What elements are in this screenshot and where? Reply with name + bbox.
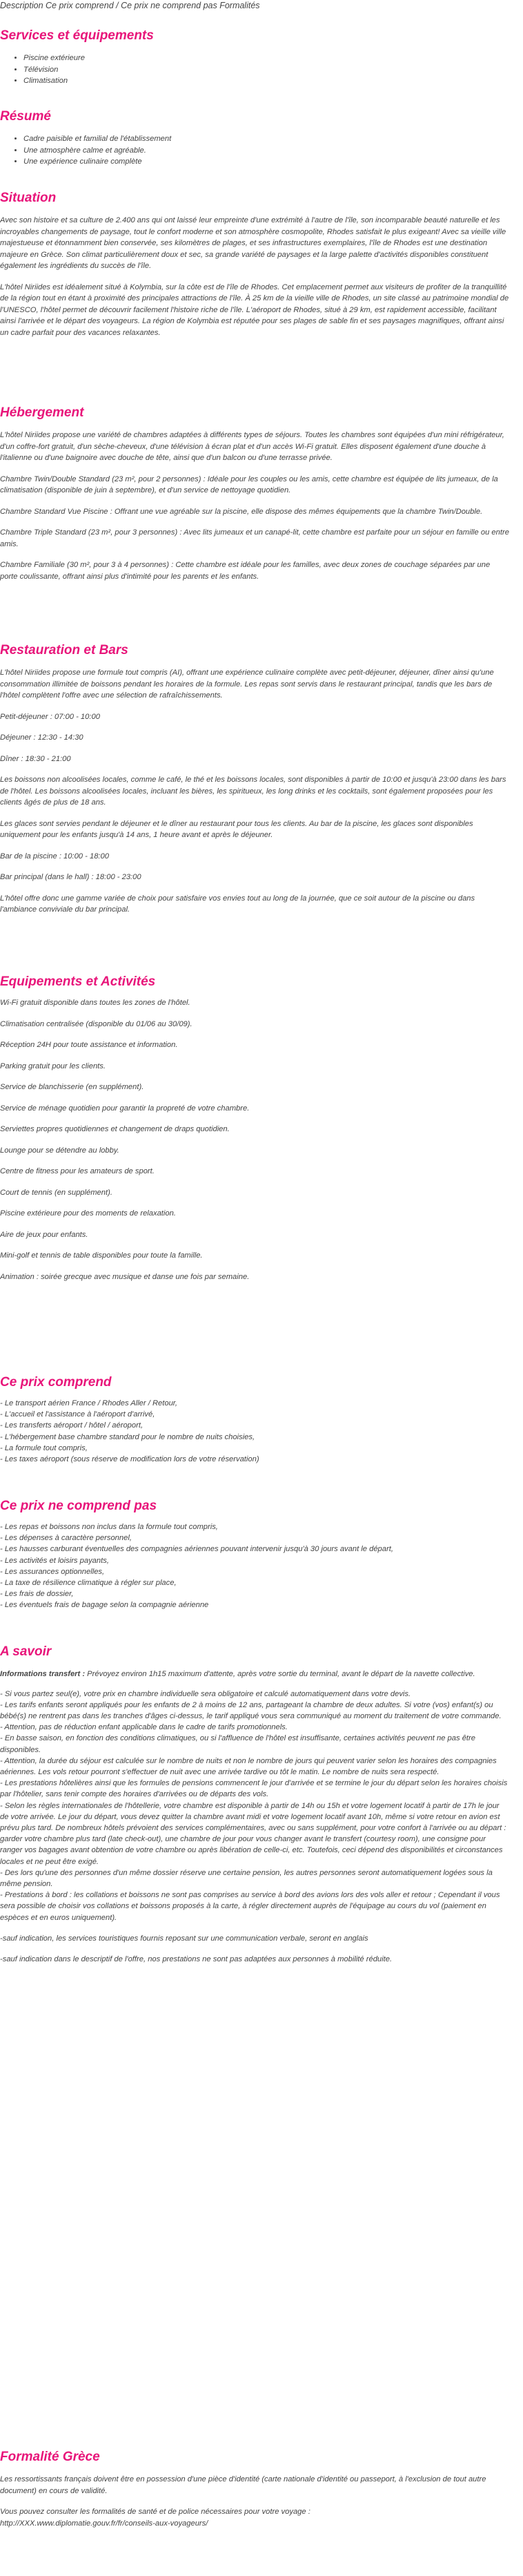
list-item: - L'hébergement base chambre standard pour le nombre de nuits choisies, (0, 1432, 255, 1441)
list-item: - Les dépenses à caractère personnel, (0, 1534, 132, 1543)
list-item: • Climatisation (23, 75, 509, 87)
comprend-list (0, 1398, 509, 1465)
ne-comprend-list (0, 1521, 509, 1611)
transfer-label: Informations transfert : (0, 1670, 86, 1678)
equipements-title: Equipements et Activités (0, 974, 156, 989)
list-item: Lounge pour se détendre au lobby. (0, 1146, 119, 1155)
hebergement-paragraph: Chambre Familiale (30 m², pour 3 à 4 personnes) : Cette chambre est idéale pour les familles, avec deux zones de couchage séparées par une porte coulissante, offrant ainsi plus d'intimité pour les parents et les enfants. (0, 561, 491, 581)
list-item: - Si vous partez seul(e), votre prix en chambre individuelle sera obligatoire et calculé automatiquement dans votre devis. (0, 1689, 411, 1698)
list-item: Serviettes propres quotidiennes et changement de draps quotidien. (0, 1125, 230, 1133)
ne-comprend-title: Ce prix ne comprend pas (0, 1499, 157, 1513)
restauration-title: Restauration et Bars (0, 643, 128, 657)
a-savoir-title: A savoir (0, 1644, 52, 1659)
formalite-link-line (0, 2518, 509, 2530)
list-item: Mini-golf et tennis de table disponibles pour toute la famille. (0, 1251, 203, 1260)
meal-hours: Déjeuner : 12:30 - 14:30 (0, 733, 83, 742)
list-item: Court de tennis (en supplément). (0, 1188, 112, 1197)
services-list (0, 52, 509, 87)
hebergement-section (0, 405, 509, 582)
list-item: Climatisation centralisée (disponible du 01/06 au 30/09). (0, 1019, 193, 1028)
bar-hours: Bar de la piscine : 10:00 - 18:00 (0, 852, 109, 861)
list-item: - La formule tout compris, (0, 1443, 88, 1452)
list-item: - Les prestations hôtelières ainsi que les formules de pensions commencent le jour d'arrivée et se termine le jour du départ selon les horaires choisis par l'hôtelier, sans tenir compte des horaires d'arrivées ou de départs des vols. (0, 1779, 508, 1799)
services-title: Services et équipements (0, 28, 154, 43)
list-item: Aire de jeux pour enfants. (0, 1230, 88, 1239)
hebergement-title: Hébergement (0, 405, 84, 420)
a-savoir-section (0, 1644, 509, 1965)
list-item: • Une expérience culinaire complète (23, 156, 509, 168)
list-item: Wi-Fi gratuit disponible dans toutes les zones de l'hôtel. (0, 999, 190, 1007)
resume-title: Résumé (0, 109, 51, 124)
situation-section (0, 190, 509, 338)
list-item: - En basse saison, en fonction des conditions climatiques, ou si l'affluence de l'hôtel est insuffisante, certaines activités peuvent ne pas être disponibles. (0, 1734, 475, 1754)
hebergement-paragraph: Chambre Twin/Double Standard (23 m², pour 2 personnes) : Idéale pour les couples ou les amis, cette chambre est équipée de lits jumeaux, de la climatisation (disponible de juin à septembre), et d'un service de nettoyage quotidien. (0, 474, 498, 494)
resume-list (0, 133, 509, 168)
restauration-paragraph: L'hôtel offre donc une gamme variée de choix pour satisfaire vos envies tout au long de la journée, que ce soit autour de la piscine ou dans l'ambiance conviviale du bar principal. (0, 894, 475, 914)
equipements-list (0, 997, 509, 1282)
list-item: Réception 24H pour toute assistance et information. (0, 1041, 178, 1049)
list-item: - Les frais de dossier, (0, 1590, 74, 1599)
list-item: - Les tarifs enfants seront appliqués pour les enfants de 2 à moins de 12 ans, partageant la chambre de deux adultes. Si votre (vos) enfant(s) ou bébé(s) ne rentrent pas dans les tranches d'âges ci-dessus, le tarif appliqué vous sera communiqué au moment du traitement de votre commande. (0, 1700, 502, 1720)
resume-section (0, 108, 509, 168)
transfer-text: Prévoyez environ 1h15 maximum d'attente, après votre sortie du terminal, avant le départ de la navette collective. (85, 1670, 475, 1678)
list-item: - Les taxes aéroport (sous réserve de modification lors de votre réservation) (0, 1455, 259, 1464)
diplomatie-link[interactable]: http://XXX.www.diplomatie.gouv.fr/fr/conseils-aux-voyageurs/ (0, 2519, 208, 2528)
list-item: - Les assurances optionnelles, (0, 1567, 105, 1576)
hebergement-paragraph: L'hôtel Niriides propose une variété de chambres adaptées à différents types de séjours. Toutes les chambres sont équipées d'un mini réfrigérateur, d'un coffre-fort gratuit, d'un sèche-cheveux, d'une télévision à écran plat et d'un accès Wi-Fi gratuit. Elles disposent également d'une douche à l'italienne ou d'une baignoire avec douche de tête, ainsi que d'un balcon ou d'une terrasse privée. (0, 431, 504, 462)
list-item: - Le transport aérien France / Rhodes Aller / Retour, (0, 1399, 178, 1407)
list-item: • Une atmosphère calme et agréable. (23, 145, 509, 157)
restauration-paragraph: Les boissons non alcoolisées locales, comme le café, le thé et les boissons locales, sont disponibles à partir de 10:00 et jusqu'à 23:00 dans les bars de l'hôtel. Les boissons alcoolisées locales, incluant les bières, les spiritueux, les long drinks et les cocktails, sont également proposées pour les clients âgés de plus de 18 ans. (0, 776, 506, 807)
hebergement-paragraph: Chambre Standard Vue Piscine : Offrant une vue agréable sur la piscine, elle dispose des mêmes équipements que la chambre Twin/Double. (0, 507, 483, 516)
formalite-title: Formalité Grèce (0, 2450, 100, 2464)
list-item: - Attention, pas de réduction enfant applicable dans le cadre de tarifs promotionnels. (0, 1723, 288, 1732)
list-item: - Les activités et loisirs payants, (0, 1556, 109, 1565)
list-item: • Piscine extérieure (23, 52, 509, 64)
equipements-section (0, 974, 509, 1292)
formalite-section (0, 2449, 509, 2529)
comprend-section (0, 1374, 509, 1465)
list-item: Animation : soirée grecque avec musique et danse une fois par semaine. (0, 1272, 250, 1281)
list-item: Centre de fitness pour les amateurs de sport. (0, 1167, 155, 1175)
list-item: - Prestations à bord : les collations et boissons ne sont pas comprises au service à bord des avions lors des vols aller et retour ; Cependant il vous sera possible de choisir vos collations et boissons proposés à la carte, à régler directement auprès de l'équipage au cours du vol (paiement en espèces et en euros uniquement). (0, 1891, 500, 1922)
list-item: - Des lors qu'une des personnes d'un même dossier réserve une certaine pension, les autres personnes seront automatiquement logées sous la même pension. (0, 1868, 493, 1888)
restauration-paragraph: L'hôtel Niriides propose une formule tout compris (AI), offrant une expérience culinaire complète avec petit-déjeuner, déjeuner, dîner ainsi qu'une consommation illimitée de boissons pendant les horaires de la formule. Les repas sont servis dans le restaurant principal, tandis que les bars de l'hôtel complètent l'offre avec une sélection de rafraîchissements. (0, 669, 494, 700)
transfer-info (0, 1669, 509, 1680)
bar-hours: Bar principal (dans le hall) : 18:00 - 23:00 (0, 873, 141, 881)
list-item: - Les éventuels frais de bagage selon la compagnie aérienne (0, 1601, 209, 1610)
list-item: - Selon les règles internationales de l'hôtellerie, votre chambre est disponible à partir de 14h ou 15h et votre logement locatif à partir de 17h le jour de votre arrivée. Le jour du départ, vous devez quitter la chambre avant midi et votre logement locatif avant 10h, même si votre retour en avion est prévu plus tard. De nombreux hôtels prévoient des services complémentaires, avec ou sans supplément, pour votre confort à l'arrivée ou au départ : garder votre chambre plus tard (late check-out), une chambre de jour pour vous changer avant le transfert (courtesy room), une consigne pour ranger vos bagages avant obtention de votre chambre ou après libération de celle-ci, etc. Toutefois, ceci dépend des disponibilités et circonstances locales et ne peut être exigé. (0, 1801, 506, 1866)
list-item: Parking gratuit pour les clients. (0, 1061, 106, 1070)
list-item: - Les transferts aéroport / hôtel / aéroport, (0, 1421, 144, 1430)
list-item: • Cadre paisible et familial de l'établissement (23, 133, 509, 145)
breadcrumb: Description Ce prix comprend / Ce prix ne comprend pas Formalités (0, 1, 260, 10)
meal-hours: Petit-déjeuner : 07:00 - 10:00 (0, 712, 100, 721)
a-savoir-note: -sauf indication dans le descriptif de l'offre, nos prestations ne sont pas adaptées aux personnes à mobilité réduite. (0, 1955, 393, 1964)
restauration-paragraph: Les glaces sont servies pendant le déjeuner et le dîner au restaurant pour tous les clients. Au bar de la piscine, les glaces sont disponibles uniquement pour les enfants jusqu'à 14 ans, 1 heure avant et après le déjeuner. (0, 819, 473, 839)
situation-paragraph: Avec son histoire et sa culture de 2.400 ans qui ont laissé leur empreinte d'une extrémité à l'autre de l'île, son incomparable beauté naturelle et les incroyables changements de paysage, tout le confort moderne et son atmosphère cosmopolite, Rhodes satisfait le plus exigeant! Avec sa vieille ville majestueuse et étonnamment bien conservée, ses kilomètres de plages, et ses infrastructures exemplaires, l'île de Rhodes est une destination majeure en Grèce. Son climat particulièrement doux et sec, sa grande variété de paysages et la large palette d'activités disponibles constituent également les ingrédients du succès de l'île. (0, 216, 506, 270)
list-item: - Attention, la durée du séjour est calculée sur le nombre de nuits et non le nombre de jours qui peuvent varier selon les horaires des compagnies aériennes. Les vols retour pourront s'effectuer de nuit avec une arrivée tardive ou tôt le matin. Le nombre de nuits sera respecté. (0, 1756, 497, 1776)
situation-paragraph: L'hôtel Niriides est idéalement situé à Kolymbia, sur la côte est de l'île de Rhodes. Cet emplacement permet aux visiteurs de profiter de la tranquillité de la région tout en étant à proximité des principales attractions de l'île. À 25 km de la vieille ville de Rhodes, un site classé au patrimoine mondial de l'UNESCO, l'hôtel permet de découvrir facilement l'histoire riche de l'île. L'aéroport de Rhodes, situé à 29 km, est rapidement accessible, facilitant ainsi l'arrivée et le départ des voyageurs. La région de Kolymbia est réputée pour ses plages de sable fin et ses paysages magnifiques, offrant ainsi un cadre parfait pour des vacances relaxantes. (0, 282, 509, 337)
restauration-section (0, 642, 509, 916)
hebergement-paragraph: Chambre Triple Standard (23 m², pour 3 personnes) : Avec lits jumeaux et un canapé-lit, cette chambre est parfaite pour un séjour en famille ou entre amis. (0, 528, 509, 548)
list-item: - Les repas et boissons non inclus dans la formule tout compris, (0, 1523, 218, 1531)
a-savoir-note: -sauf indication, les services touristiques fournis reposant sur une communication verbale, seront en anglais (0, 1934, 368, 1943)
services-section (0, 28, 509, 87)
list-item: Service de ménage quotidien pour garantir la propreté de votre chambre. (0, 1104, 250, 1113)
list-item: • Télévision (23, 64, 509, 76)
list-item: Piscine extérieure pour des moments de relaxation. (0, 1209, 176, 1218)
formalite-paragraph: Vous pouvez consulter les formalités de santé et de police nécessaires pour votre voyage : (0, 2508, 310, 2516)
a-savoir-list (0, 1689, 509, 1923)
list-item: - La taxe de résilience climatique à régler sur place, (0, 1579, 177, 1588)
list-item: Service de blanchisserie (en supplément). (0, 1083, 144, 1091)
comprend-title: Ce prix comprend (0, 1375, 112, 1390)
formalite-paragraph: Les ressortissants français doivent être en possession d'une pièce d'identité (carte nationale d'identité ou passeport, à l'exclusion de tout autre document) en cours de validité. (0, 2475, 486, 2495)
situation-title: Situation (0, 191, 57, 205)
meal-hours: Dîner : 18:30 - 21:00 (0, 754, 71, 763)
list-item: - L'accueil et l'assistance à l'aéroport d'arrivé, (0, 1410, 155, 1419)
list-item: - Les hausses carburant éventuelles des compagnies aériennes pouvant intervenir jusqu'à 30 jours avant le départ, (0, 1545, 393, 1554)
ne-comprend-section (0, 1498, 509, 1611)
